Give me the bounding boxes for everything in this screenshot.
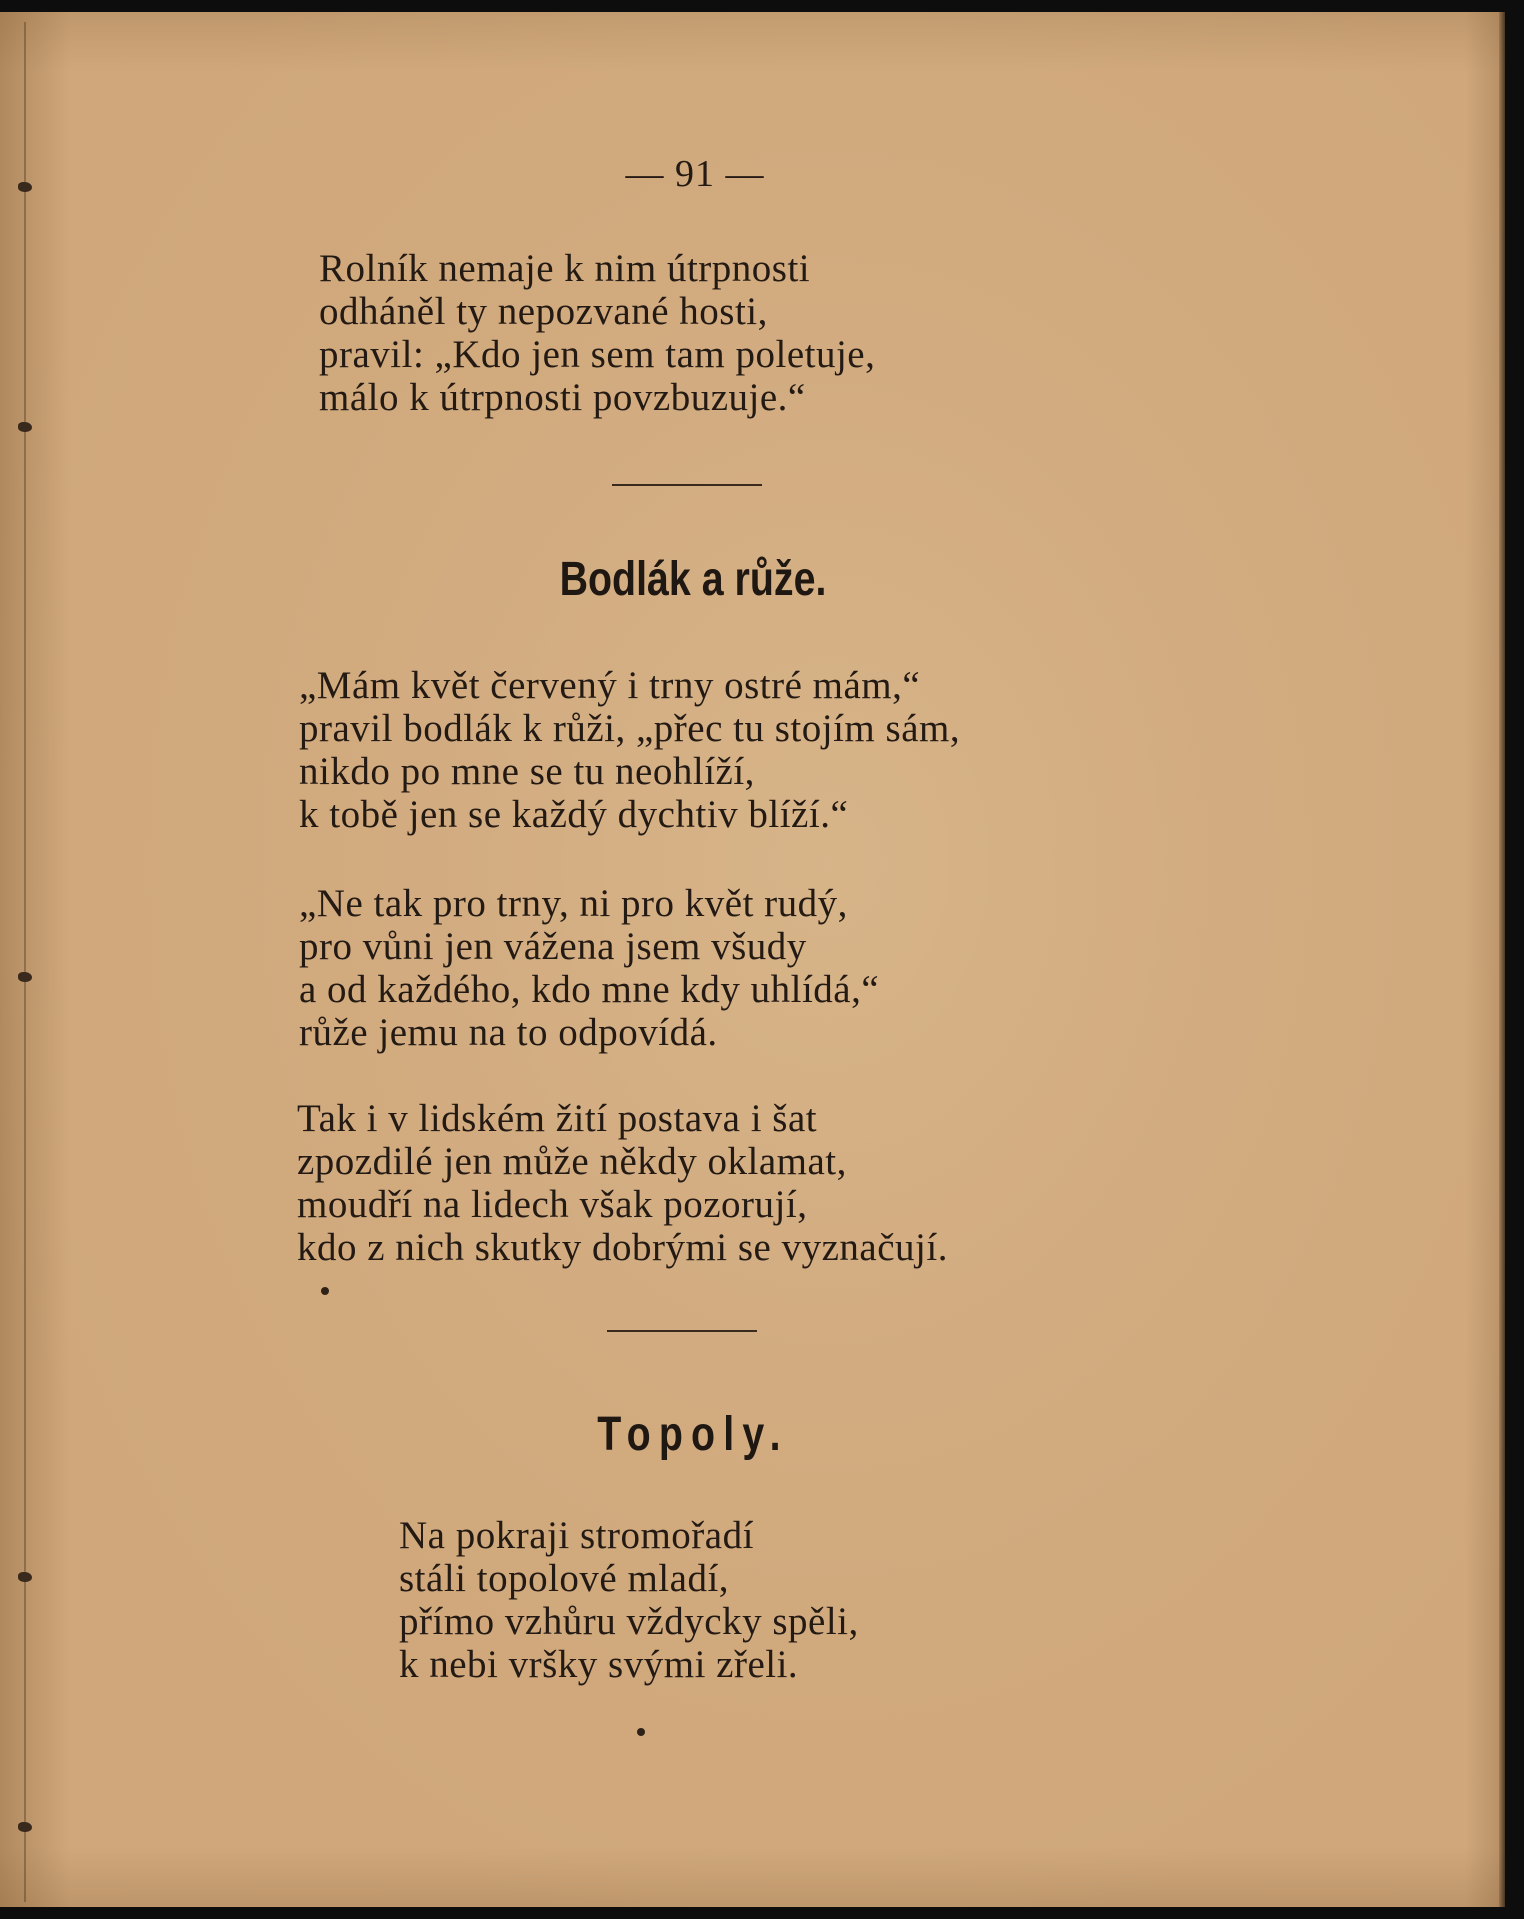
poem-stanza [299,664,960,836]
section-divider [612,484,762,486]
verse-line: růže jemu na to odpovídá. [299,1011,718,1054]
binding-stitch [18,1822,32,1832]
opening-stanza [319,247,875,419]
verse-line: k tobě jen se každý dychtiv blíží.“ [299,793,849,836]
poem-stanza [399,1514,859,1686]
verse-line: Tak i v lidském žití postava i šat [297,1097,818,1140]
verse-line: odháněl ty nepozvané hosti, [319,290,768,333]
verse-line: zpozdilé jen může někdy oklamat, [297,1140,847,1183]
verse-line: stáli topolové mladí, [399,1557,730,1600]
verse-line: přímo vzhůru vždycky spěli, [399,1600,859,1643]
verse-line: „Mám květ červený i trny ostré mám,“ [299,664,921,707]
verse-line: pro vůni jen vážena jsem všudy [299,925,807,968]
binding-stitch [18,972,32,982]
binding-stitch [18,422,32,432]
poem-title: Topoly. [597,1408,789,1461]
page-edge-shadow [1499,12,1505,1907]
verse-line: pravil: „Kdo jen sem tam poletuje, [319,333,876,376]
poem-stanza [299,882,879,1054]
page-number: — 91 — [625,153,765,195]
verse-line: k nebi vršky svými zřeli. [399,1643,799,1686]
ink-speck [321,1287,329,1295]
verse-line: kdo z nich skutky dobrými se vyznačují. [297,1226,948,1269]
verse-line: a od každého, kdo mne kdy uhlídá,“ [299,968,880,1011]
binding-edge [18,22,32,1902]
section-divider [607,1330,757,1332]
verse-line: „Ne tak pro trny, ni pro květ rudý, [299,882,848,925]
binding-stitch [18,1572,32,1582]
verse-line: Na pokraji stromořadí [399,1514,754,1557]
verse-line: Rolník nemaje k nim útrpnosti [319,247,811,290]
verse-line: moudří na lidech však pozorují, [297,1183,808,1226]
ink-speck [637,1728,645,1736]
poem-stanza [297,1097,948,1269]
poem-title: Bodlák a růže. [559,553,827,606]
verse-line: pravil bodlák k růži, „přec tu stojím sám, [299,707,961,750]
verse-line: nikdo po mne se tu neohlíží, [299,750,755,793]
binding-rule [24,22,26,1902]
verse-line: málo k útrpnosti povzbuzuje.“ [319,376,806,419]
book-page [0,12,1505,1907]
